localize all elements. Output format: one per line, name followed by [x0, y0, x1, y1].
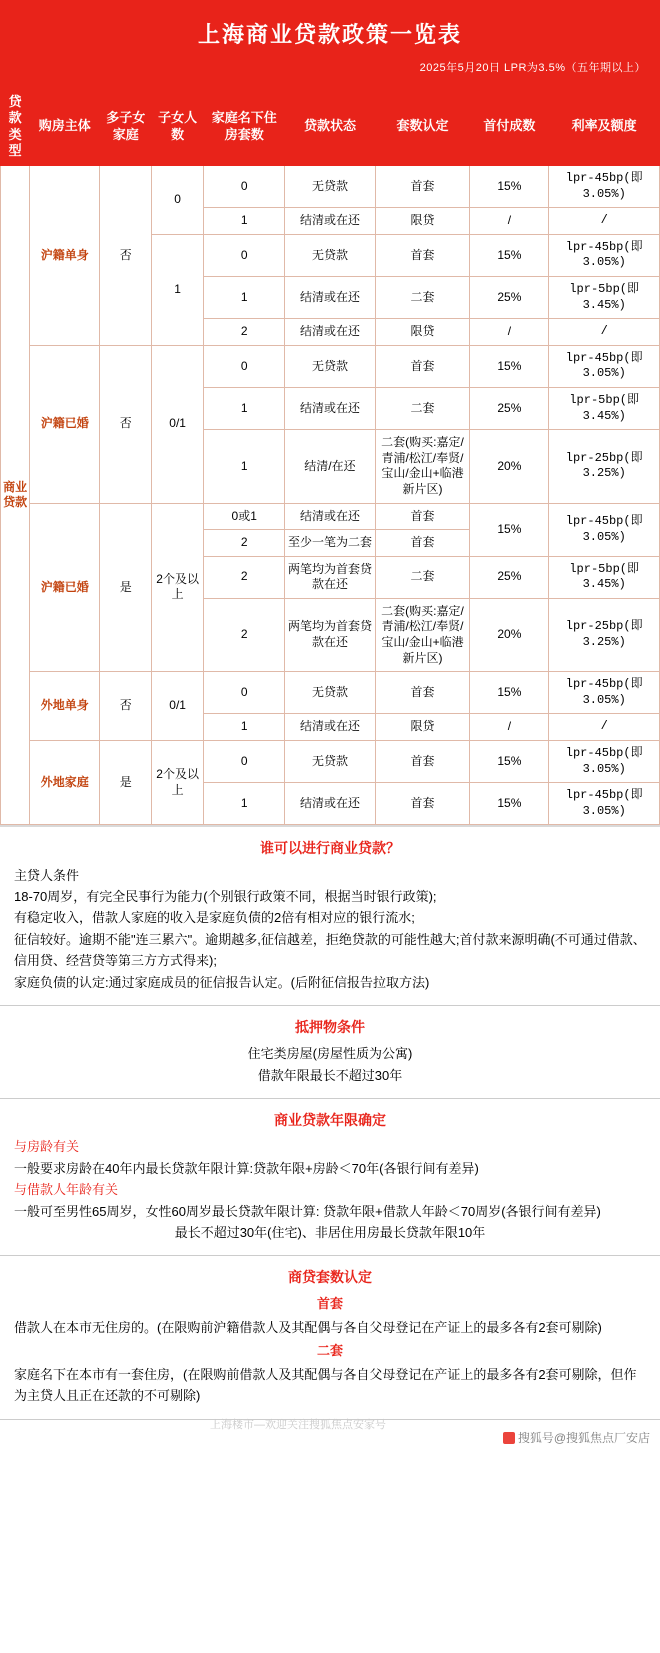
cell-downpayment: /	[470, 714, 549, 741]
cell-recognition: 限贷	[375, 319, 470, 346]
cell-houses: 2	[204, 319, 285, 346]
cell-downpayment: 15%	[470, 503, 549, 556]
cell-status: 至少一笔为二套	[285, 530, 375, 557]
header-subtitle: 2025年5月20日 LPR为3.5%（五年期以上）	[419, 62, 646, 74]
table-row	[1, 345, 660, 387]
cell-rate: lpr-45bp(即3.05%)	[549, 234, 660, 276]
notes-section	[0, 825, 660, 1449]
note-title: 商贷套数认定	[288, 1269, 372, 1286]
cell-status: 无贷款	[285, 234, 375, 276]
cell-houses: 2	[204, 530, 285, 557]
cell-rate: lpr-45bp(即3.05%)	[549, 503, 660, 556]
note-line: 18-70周岁，有完全民事行为能力(个别银行政策不同，根据当时银行政策);	[14, 888, 437, 904]
note-title: 抵押物条件	[295, 1019, 365, 1036]
cell-recognition: 二套(购买:嘉定/青浦/松江/奉贤/宝山/金山+临港新片区)	[375, 430, 470, 503]
note-line: 住宅类房屋(房屋性质为公寓)	[247, 1046, 413, 1062]
cell-recognition: 首套	[375, 503, 470, 530]
cell-rate: lpr-5bp(即3.45%)	[549, 387, 660, 429]
cell-rate: lpr-25bp(即3.25%)	[549, 598, 660, 671]
cell-children: 0	[152, 166, 204, 235]
cell-rate: /	[549, 319, 660, 346]
cell-subject: 沪籍已婚	[30, 345, 100, 503]
table-row	[1, 741, 660, 783]
cell-houses: 1	[204, 208, 285, 235]
note-line: 家庭负债的认定:通过家庭成员的征信报告认定。(后附征信报告拉取方法)	[14, 974, 430, 990]
watermark	[503, 1429, 650, 1446]
cell-downpayment: /	[470, 319, 549, 346]
note-line: 主贷人条件	[14, 867, 80, 883]
cell-status: 结清或在还	[285, 208, 375, 235]
cell-rate: /	[549, 714, 660, 741]
cell-recognition: 二套	[375, 556, 470, 598]
cell-downpayment: 15%	[470, 166, 549, 208]
cell-houses: 0或1	[204, 503, 285, 530]
cell-downpayment: 25%	[470, 276, 549, 318]
note-title: 谁可以进行商业贷款？	[260, 840, 400, 857]
note-line: 借款人在本市无住房的。(在限购前沪籍借款人及其配偶与各自父母登记在产证上的最多各有2套可剔除)	[14, 1319, 602, 1335]
cell-recognition: 首套	[375, 166, 470, 208]
cell-status: 无贷款	[285, 672, 375, 714]
cell-status: 结清/在还	[285, 430, 375, 503]
cell-status: 结清或在还	[285, 276, 375, 318]
cell-multichild: 否	[100, 166, 152, 346]
cell-rate: lpr-45bp(即3.05%)	[549, 783, 660, 825]
note-subtitle: 与借款人年龄有关	[14, 1182, 119, 1198]
ghost-watermark: 上海楼市—欢迎关注搜狐焦点安家号	[210, 1418, 386, 1431]
cell-rate: lpr-5bp(即3.45%)	[549, 276, 660, 318]
note-line: 一般可至男性65周岁，女性60周岁最长贷款年限计算: 贷款年限+借款人年龄＜70周岁(各银行间有差异)	[14, 1203, 601, 1219]
cell-recognition: 限贷	[375, 208, 470, 235]
cell-status: 结清或在还	[285, 783, 375, 825]
cell-houses: 1	[204, 430, 285, 503]
col-multichild: 多子女家庭	[100, 88, 152, 166]
cell-subject: 外地家庭	[30, 741, 100, 825]
cell-status: 结清或在还	[285, 714, 375, 741]
cell-status: 结清或在还	[285, 387, 375, 429]
col-loan-status: 贷款状态	[285, 88, 375, 166]
cell-downpayment: 20%	[470, 598, 549, 671]
cell-houses: 0	[204, 234, 285, 276]
cell-rate: lpr-45bp(即3.05%)	[549, 166, 660, 208]
cell-recognition: 首套	[375, 741, 470, 783]
cell-downpayment: 25%	[470, 387, 549, 429]
cell-children: 1	[152, 234, 204, 345]
note-subtitle: 首套	[316, 1296, 343, 1312]
cell-rate: lpr-45bp(即3.05%)	[549, 345, 660, 387]
cell-rate: lpr-45bp(即3.05%)	[549, 741, 660, 783]
cell-downpayment: 15%	[470, 234, 549, 276]
col-downpayment: 首付成数	[470, 88, 549, 166]
cell-houses: 1	[204, 387, 285, 429]
cell-category: 商业贷款	[1, 166, 30, 825]
cell-children: 2个及以上	[152, 741, 204, 825]
cell-subject: 沪籍单身	[30, 166, 100, 346]
cell-houses: 1	[204, 276, 285, 318]
note-line: 一般要求房龄在40年内最长贷款年限计算:贷款年限+房龄＜70年(各银行间有差异)	[14, 1160, 479, 1176]
note-line: 最长不超过30年(住宅)、非居住用房最长贷款年限10年	[174, 1224, 486, 1240]
col-house-count: 家庭名下住房套数	[204, 88, 285, 166]
page-title: 上海商业贷款政策一览表	[197, 22, 462, 47]
cell-rate: /	[549, 208, 660, 235]
watermark-text: 搜狐号@搜狐焦点厂安店	[517, 1430, 650, 1445]
sohu-logo-icon	[503, 1432, 515, 1444]
cell-downpayment: 15%	[470, 741, 549, 783]
cell-children: 0/1	[152, 672, 204, 741]
cell-recognition: 二套	[375, 276, 470, 318]
cell-status: 两笔均为首套贷款在还	[285, 556, 375, 598]
note-block-eligibility	[0, 827, 660, 1006]
note-subtitle: 二套	[316, 1343, 343, 1359]
note-line: 有稳定收入，借款人家庭的收入是家庭负债的2倍有相对应的银行流水;	[14, 910, 415, 926]
note-line: 借款年限最长不超过30年	[257, 1067, 403, 1083]
cell-subject: 沪籍已婚	[30, 503, 100, 672]
cell-downpayment: 15%	[470, 672, 549, 714]
table-row	[1, 166, 660, 208]
cell-status: 结清或在还	[285, 503, 375, 530]
cell-houses: 1	[204, 714, 285, 741]
col-buyer: 购房主体	[30, 88, 100, 166]
cell-multichild: 否	[100, 345, 152, 503]
cell-recognition: 二套(购买:嘉定/青浦/松江/奉贤/宝山/金山+临港新片区)	[375, 598, 470, 671]
cell-houses: 0	[204, 741, 285, 783]
cell-multichild: 否	[100, 672, 152, 741]
cell-downpayment: 15%	[470, 783, 549, 825]
cell-recognition: 首套	[375, 530, 470, 557]
cell-recognition: 首套	[375, 783, 470, 825]
cell-recognition: 首套	[375, 672, 470, 714]
policy-table	[0, 87, 660, 825]
table-row	[1, 503, 660, 530]
cell-children: 0/1	[152, 345, 204, 503]
note-block-term	[0, 1099, 660, 1256]
cell-downpayment: 15%	[470, 345, 549, 387]
col-children-count: 子女人数	[152, 88, 204, 166]
cell-houses: 0	[204, 672, 285, 714]
cell-downpayment: /	[470, 208, 549, 235]
note-block-recognition	[0, 1256, 660, 1419]
cell-status: 结清或在还	[285, 319, 375, 346]
cell-rate: lpr-45bp(即3.05%)	[549, 672, 660, 714]
table-header-row	[1, 88, 660, 166]
cell-recognition: 二套	[375, 387, 470, 429]
cell-status: 无贷款	[285, 166, 375, 208]
cell-houses: 0	[204, 345, 285, 387]
col-loan-type: 贷款类型	[1, 88, 30, 166]
table-row	[1, 672, 660, 714]
col-rate: 利率及额度	[549, 88, 660, 166]
cell-recognition: 首套	[375, 345, 470, 387]
note-line: 家庭名下在本市有一套住房，(在限购前借款人及其配偶与各自父母登记在产证上的最多各有2套可剔除，但作为主贷人且正在还款的不可剔除)	[14, 1366, 637, 1404]
note-subtitle: 与房龄有关	[14, 1139, 80, 1155]
cell-houses: 1	[204, 783, 285, 825]
note-title: 商业贷款年限确定	[274, 1112, 386, 1129]
cell-multichild: 是	[100, 503, 152, 672]
col-recognition: 套数认定	[375, 88, 470, 166]
cell-rate: lpr-25bp(即3.25%)	[549, 430, 660, 503]
note-line: 征信较好。逾期不能"连三累六"。逾期越多,征信越差，拒绝贷款的可能性越大;首付款来源明确(不可通过借款、信用贷、经营贷等第三方方式得来);	[14, 931, 646, 969]
note-block-collateral	[0, 1006, 660, 1099]
cell-rate: lpr-5bp(即3.45%)	[549, 556, 660, 598]
cell-status: 两笔均为首套贷款在还	[285, 598, 375, 671]
cell-recognition: 限贷	[375, 714, 470, 741]
cell-subject: 外地单身	[30, 672, 100, 741]
cell-houses: 0	[204, 166, 285, 208]
footer	[0, 1420, 660, 1450]
cell-children: 2个及以上	[152, 503, 204, 672]
cell-status: 无贷款	[285, 741, 375, 783]
cell-status: 无贷款	[285, 345, 375, 387]
cell-downpayment: 25%	[470, 556, 549, 598]
page-header	[0, 0, 660, 87]
cell-houses: 2	[204, 556, 285, 598]
cell-multichild: 是	[100, 741, 152, 825]
cell-recognition: 首套	[375, 234, 470, 276]
cell-downpayment: 20%	[470, 430, 549, 503]
cell-houses: 2	[204, 598, 285, 671]
